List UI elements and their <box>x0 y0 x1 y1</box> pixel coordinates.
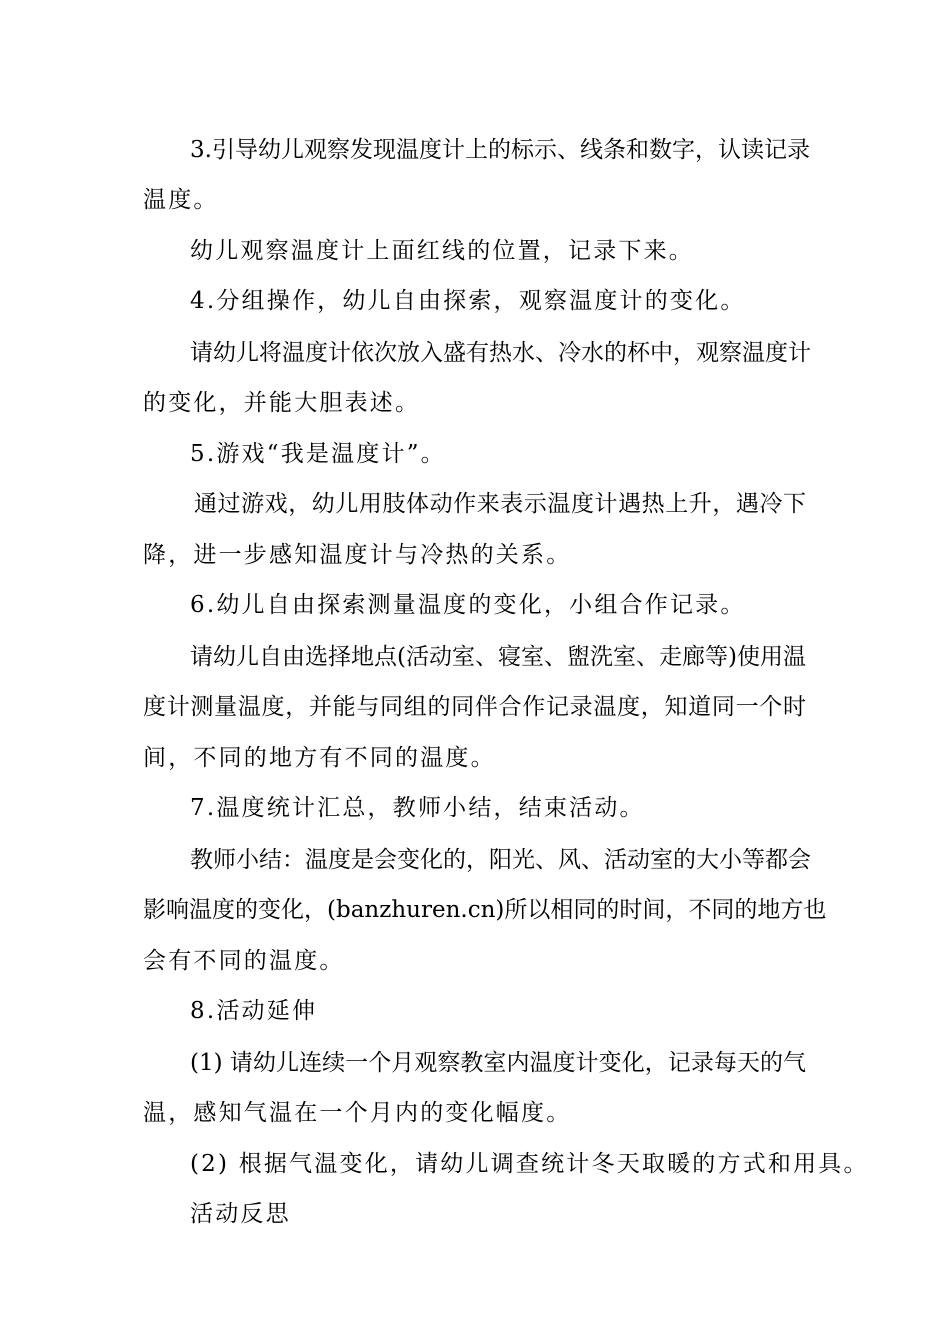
text-line-12: 度计测量温度，并能与同组的同伴合作记录温度，知道同一个时 <box>143 694 806 720</box>
text-line-16: 影响温度的变化，(banzhuren.cn)所以相同的时间，不同的地方也 <box>143 897 827 923</box>
text-line-22: 活动反思 <box>190 1201 291 1227</box>
text-line-17: 会有不同的温度。 <box>143 948 345 974</box>
text-line-4: 4.分组操作，幼儿自由探索，观察温度计的变化。 <box>190 288 746 314</box>
text-line-10: 6.幼儿自由探索测量温度的变化，小组合作记录。 <box>190 592 746 618</box>
text-line-14: 7.温度统计汇总，教师小结，结束活动。 <box>190 795 645 821</box>
text-line-9: 降，进一步感知温度计与冷热的关系。 <box>143 542 572 568</box>
text-line-3: 幼儿观察温度计上面红线的位置，记录下来。 <box>190 238 694 264</box>
text-line-8: 通过游戏，幼儿用肢体动作来表示温度计遇热上升，遇冷下 <box>194 491 806 517</box>
text-line-20: 温，感知气温在一个月内的变化幅度。 <box>143 1100 572 1126</box>
text-line-19: (1) 请幼儿连续一个月观察教室内温度计变化，记录每天的气 <box>190 1050 806 1076</box>
text-line-2: 温度。 <box>143 187 219 213</box>
text-line-11: 请幼儿自由选择地点(活动室、寝室、盥洗室、走廊等)使用温 <box>190 644 806 670</box>
text-line-13: 间，不同的地方有不同的温度。 <box>143 745 496 771</box>
text-line-5: 请幼儿将温度计依次放入盛有热水、冷水的杯中，观察温度计 <box>190 340 811 366</box>
text-line-15: 教师小结：温度是会变化的，阳光、风、活动室的大小等都会 <box>190 847 811 873</box>
text-line-7: 5.游戏“我是温度计”。 <box>190 441 446 467</box>
text-line-18: 8.活动延伸 <box>190 998 318 1024</box>
text-line-21: (2) 根据气温变化，请幼儿调查统计冬天取暖的方式和用具。 <box>190 1151 869 1177</box>
text-line-6: 的变化，并能大胆表述。 <box>143 390 421 416</box>
text-line-1: 3.引导幼儿观察发现温度计上的标示、线条和数字，认读记录 <box>190 137 810 163</box>
